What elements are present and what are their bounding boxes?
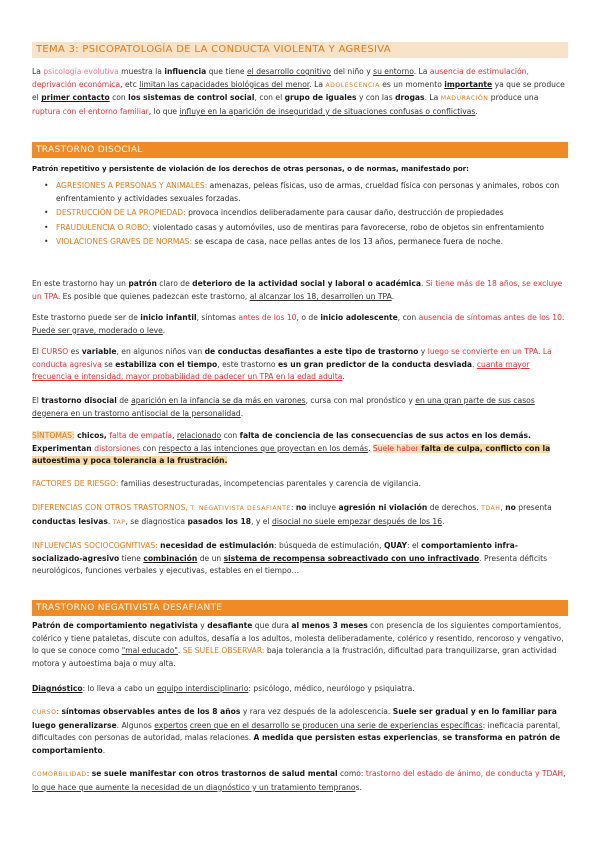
text: conductas lesivas [32, 516, 108, 526]
text: . [240, 408, 244, 418]
text: se escapa de casa, nace pellas antes de los 13 años, permanece fuera de noche. [192, 237, 504, 247]
text: . Algunos [116, 720, 155, 730]
text: . [342, 372, 345, 382]
text: Este trastorno puede ser de [32, 313, 141, 322]
text: : [290, 503, 296, 512]
text: distorsiones [94, 443, 141, 453]
text: importante [444, 79, 493, 89]
list-item [32, 180, 568, 205]
text: limitan las capacidades biológicas del menor [139, 79, 310, 89]
text: con [109, 93, 129, 103]
bullet-list [32, 180, 568, 249]
text: falta de empatía [109, 431, 173, 440]
text: de [116, 396, 132, 405]
text: de derechos. [427, 503, 482, 512]
text: del niño y [330, 67, 374, 76]
text: , cursa con mal pronóstico y [305, 396, 416, 405]
text: SÍNTOMAS: [32, 431, 75, 440]
text: . [475, 106, 478, 116]
text: . [368, 443, 373, 453]
text: inicio infantil [140, 313, 197, 322]
text: FRAUDULENCIA O ROBO: [56, 222, 151, 232]
text: es un gran predictor de la conducta desviada [277, 359, 473, 369]
paragraph-inicio [32, 312, 568, 337]
text: , con [397, 313, 419, 322]
text: SE SUELE OBSERVAR: [182, 646, 265, 656]
text: que tiene [206, 67, 247, 76]
text: CURSO [41, 347, 69, 356]
text: : búsqueda de estimulación, [274, 541, 384, 550]
text: trastorno del estado de ánimo, de conducta y TDAH [365, 769, 564, 778]
text: , síntomas [196, 313, 239, 322]
text: su entorno [373, 67, 414, 76]
text: presenta [515, 503, 552, 512]
text: . [162, 325, 166, 335]
text: . Es posible que quienes padezcan este trastorno, [57, 291, 250, 301]
text: es un momento [379, 79, 445, 89]
text: A medida que persisten estas experiencias [253, 733, 438, 743]
text: chicos, [74, 431, 110, 440]
text: QUAY [383, 541, 407, 550]
paragraph-riesgo [32, 478, 568, 491]
text: luego se convierte en un TPA [427, 347, 539, 356]
text: respecto a las intenciones que proyectan en los demás [158, 443, 369, 453]
text: . La [424, 93, 441, 103]
text: desafiante [207, 621, 253, 630]
text: psicología evolutiva [43, 67, 119, 76]
text: AGRESIONES A PERSONAS Y ANIMALES: [56, 181, 208, 190]
text: pasados los 18 [187, 516, 252, 526]
text: colérico y tiene pataletas, discute con adultos, desafía a los adultos, molesta deliberadamente, colérico y resentido, rencoroso y vengativo, lo que se conoce como [32, 633, 564, 656]
text: ausencia de estimulación, deprivación económica [32, 67, 529, 89]
text: , o de [296, 313, 321, 322]
text: familias desestructuradas, incompetencias parentales y carencia de vigilancia. [118, 479, 421, 488]
text: ADOLESCENCIA [325, 81, 380, 89]
text: : [86, 769, 92, 778]
paragraph-sintomas [32, 430, 568, 468]
text: ausencia de síntomas antes de los 10 [418, 313, 562, 322]
paragraph-varones [32, 395, 568, 420]
text: falta de conciencia de las consecuencias de sus actos en los demás. Experimentan [32, 431, 531, 453]
text: al menos 3 meses [291, 621, 368, 630]
text: , [172, 431, 177, 440]
text: y [197, 621, 208, 630]
text: En este trastorno hay un [32, 279, 129, 288]
text: La conducta agresiva [32, 347, 552, 369]
paragraph-influencias [32, 540, 568, 578]
text: , con el [254, 93, 285, 103]
text: , [563, 769, 566, 778]
text: , este trastorno [217, 359, 278, 369]
text: con [140, 443, 159, 453]
text: . [472, 359, 477, 369]
text: el desarrollo cognitivo [247, 67, 331, 76]
text: VIOLACIONES GRAVES DE NORMAS: [56, 237, 193, 247]
text: incluye [306, 503, 339, 512]
text: para luego generalizarse [32, 707, 557, 730]
text: provoca incendios deliberadamente para causar daño, destrucción de propiedades [185, 208, 504, 218]
text: violentado casas y automóviles, uso de mentiras para favorecerse, robo de objetos sin enfrentamiento [150, 222, 545, 232]
text: y con las [356, 93, 396, 103]
text: ya que se produce el [32, 79, 565, 103]
text: . [391, 291, 395, 301]
list-item [32, 207, 568, 220]
text: de un [197, 553, 224, 563]
text: se [101, 359, 116, 369]
text: , [500, 503, 506, 512]
text: El [32, 396, 42, 405]
text: . [538, 347, 543, 356]
text: s. [355, 782, 362, 792]
text: es [68, 347, 82, 356]
text: de conductas desafiantes a este tipo de trastorno [204, 347, 419, 356]
text: lo que hace que aumente la necesidad de un diagnóstico y un tratamiento temprano [32, 782, 356, 792]
text: como: [337, 769, 366, 778]
text: patrón [128, 279, 157, 288]
text: con [221, 431, 240, 440]
text: : lo lleva a cabo un [82, 684, 157, 693]
text: expertos [154, 720, 188, 730]
definition-disocial: Patrón repetitivo y persistente de violación de los derechos de otras personas, o de normas, manifestado por: [32, 165, 469, 173]
text: . [421, 279, 426, 288]
text: . [107, 516, 113, 526]
text: que dura [252, 621, 292, 630]
text: no [505, 503, 516, 512]
text: primer contacto [41, 93, 110, 103]
text: sistema de recompensa sobreactivado con uno infractivado [223, 553, 480, 563]
text: , [437, 733, 443, 743]
text: combinación [143, 553, 198, 563]
text: deterioro de la actividad social y laboral o académica [192, 279, 422, 288]
text: TAP [112, 518, 126, 526]
text: . La [309, 79, 326, 89]
text: se suele manifestar con otros trastornos de salud mental [91, 769, 338, 778]
paragraph-patron-negativista [32, 620, 568, 670]
intro-paragraph [32, 66, 568, 118]
text: agresión ni violación [338, 503, 428, 512]
text: . [442, 516, 445, 526]
text: se transforma en patrón de comportamiento [32, 733, 561, 755]
text: . Presenta déficits neurológicos, funciones verbales y ejecutivas, estables en el tiempo… [32, 553, 548, 576]
paragraph-curso-negativista [32, 706, 568, 757]
text: CURSO [32, 709, 57, 716]
text: necesidad de estimulación [160, 541, 275, 550]
paragraph-diferencias [32, 502, 568, 529]
text: T. NEGATIVISTA DESAFIANTE [187, 505, 291, 512]
text: cuanta mayor frecuencia e intensidad, mayor probabilidad de padecer un TPA en la edad adulta [32, 359, 530, 382]
text: . [561, 313, 565, 322]
text: : psicólogo, médico, neurólogo y psiquiatra. [248, 684, 415, 693]
text: , lo que [148, 106, 180, 116]
text: trastorno disocial [41, 396, 117, 405]
text: influencia [164, 67, 207, 76]
section-title-negativista: TRASTORNO NEGATIVISTA DESAFIANTE [32, 600, 568, 616]
text: disocial no suele empezar después de los 16 [272, 516, 443, 526]
text: los sistemas de control social [128, 93, 255, 103]
text: aparición en la infancia se da más en varones [131, 396, 306, 405]
text: equipo interdisciplinario [156, 684, 249, 693]
text: Patrón de comportamiento negativista [32, 621, 198, 630]
text: estabiliza con el tiempo [115, 359, 218, 369]
text: claro de [156, 279, 193, 288]
text: y [418, 347, 428, 356]
text: produce una [488, 93, 539, 103]
text: al alcanzar los 18, desarrollen un TPA [249, 291, 392, 301]
text: inicio adolescente [320, 313, 398, 322]
text: Puede ser grave, moderado o leve [32, 325, 163, 335]
text: creen que en el desarrollo se producen una serie de experiencias específicas [189, 720, 483, 730]
paragraph-comorbilidad [32, 768, 568, 794]
text: Suele haber [372, 443, 419, 453]
text: Suele ser gradual y en lo familiar [392, 707, 536, 716]
text: TDAH [481, 505, 501, 512]
text: . [102, 745, 106, 755]
text: . [177, 646, 183, 656]
list-item [32, 222, 568, 235]
text: . La [413, 67, 430, 76]
text: , y el [251, 516, 272, 526]
text: grupo de iguales [284, 93, 357, 103]
text: FACTORES DE RIESGO: [32, 479, 119, 488]
text: , se diagnostica [125, 516, 188, 526]
text: no [295, 503, 307, 512]
text: MADURACIÓN [440, 95, 489, 103]
text: COMORBILIDAD [32, 771, 87, 778]
text: drogas [395, 93, 425, 103]
text: ruptura con el entorno familiar [32, 106, 149, 116]
page-title: TEMA 3: PSICOPATOLOGÍA DE LA CONDUCTA VIOLENTA Y AGRESIVA [32, 42, 568, 58]
text: : el [407, 541, 422, 550]
text: , en algunos niños van [116, 347, 205, 356]
text: DESTRUCCIÓN DE LA PROPIEDAD: [56, 208, 186, 218]
text: y rara vez después de la adolescencia. [240, 707, 393, 716]
text: con presencia de los siguientes comportamientos, [367, 621, 562, 630]
text: Si tiene más de 18 años, se excluye un TPA [32, 279, 563, 301]
paragraph-curso [32, 346, 568, 384]
text: : ineficacia parental, dificultades con personas de autoridad, malas relaciones. [32, 720, 561, 743]
list-item [32, 236, 568, 249]
text: La [32, 67, 44, 76]
text: en una gran parte de sus casos degenera en un trastorno antisocial de la personalidad [32, 396, 535, 418]
text: , etc [120, 79, 140, 89]
text: antes de los 10 [238, 313, 297, 322]
text: baja tolerancia a la frustración, dificultad para tranquilizarse, gran actividad motora y autoestima baja o muy alta. [32, 646, 557, 668]
text: Diagnóstico [32, 684, 83, 693]
text: influye en la aparición de inseguridad y de situaciones confusas o conflictivas [179, 106, 476, 116]
text: "mal educado" [121, 646, 178, 656]
text: relacionado [176, 431, 222, 440]
paragraph-patron [32, 278, 568, 303]
text: El [32, 347, 42, 356]
text: : [56, 707, 62, 716]
text: INFLUENCIAS SOCIOCOGNITIVAS: [32, 541, 158, 550]
text: falta de culpa, conflicto con la autoestima y poca tolerancia a la frustración. [32, 443, 551, 466]
paragraph-diagnostico [32, 683, 568, 696]
text: síntomas observables antes de los 8 años [61, 707, 241, 716]
text: amenazas, peleas físicas, uso de armas, crueldad física con personas y animales, robos con enfrentamiento y actividades sexuales forzadas. [56, 181, 560, 203]
text: muestra la [118, 67, 165, 76]
section-title-disocial: TRASTORNO DISOCIAL [32, 142, 568, 158]
text: tiene [119, 553, 144, 563]
text: comportamiento infra-socializado-agresivo [32, 541, 518, 563]
text: variable [81, 347, 117, 356]
text: DIFERENCIAS CON OTROS TRASTORNOS, [32, 503, 188, 512]
